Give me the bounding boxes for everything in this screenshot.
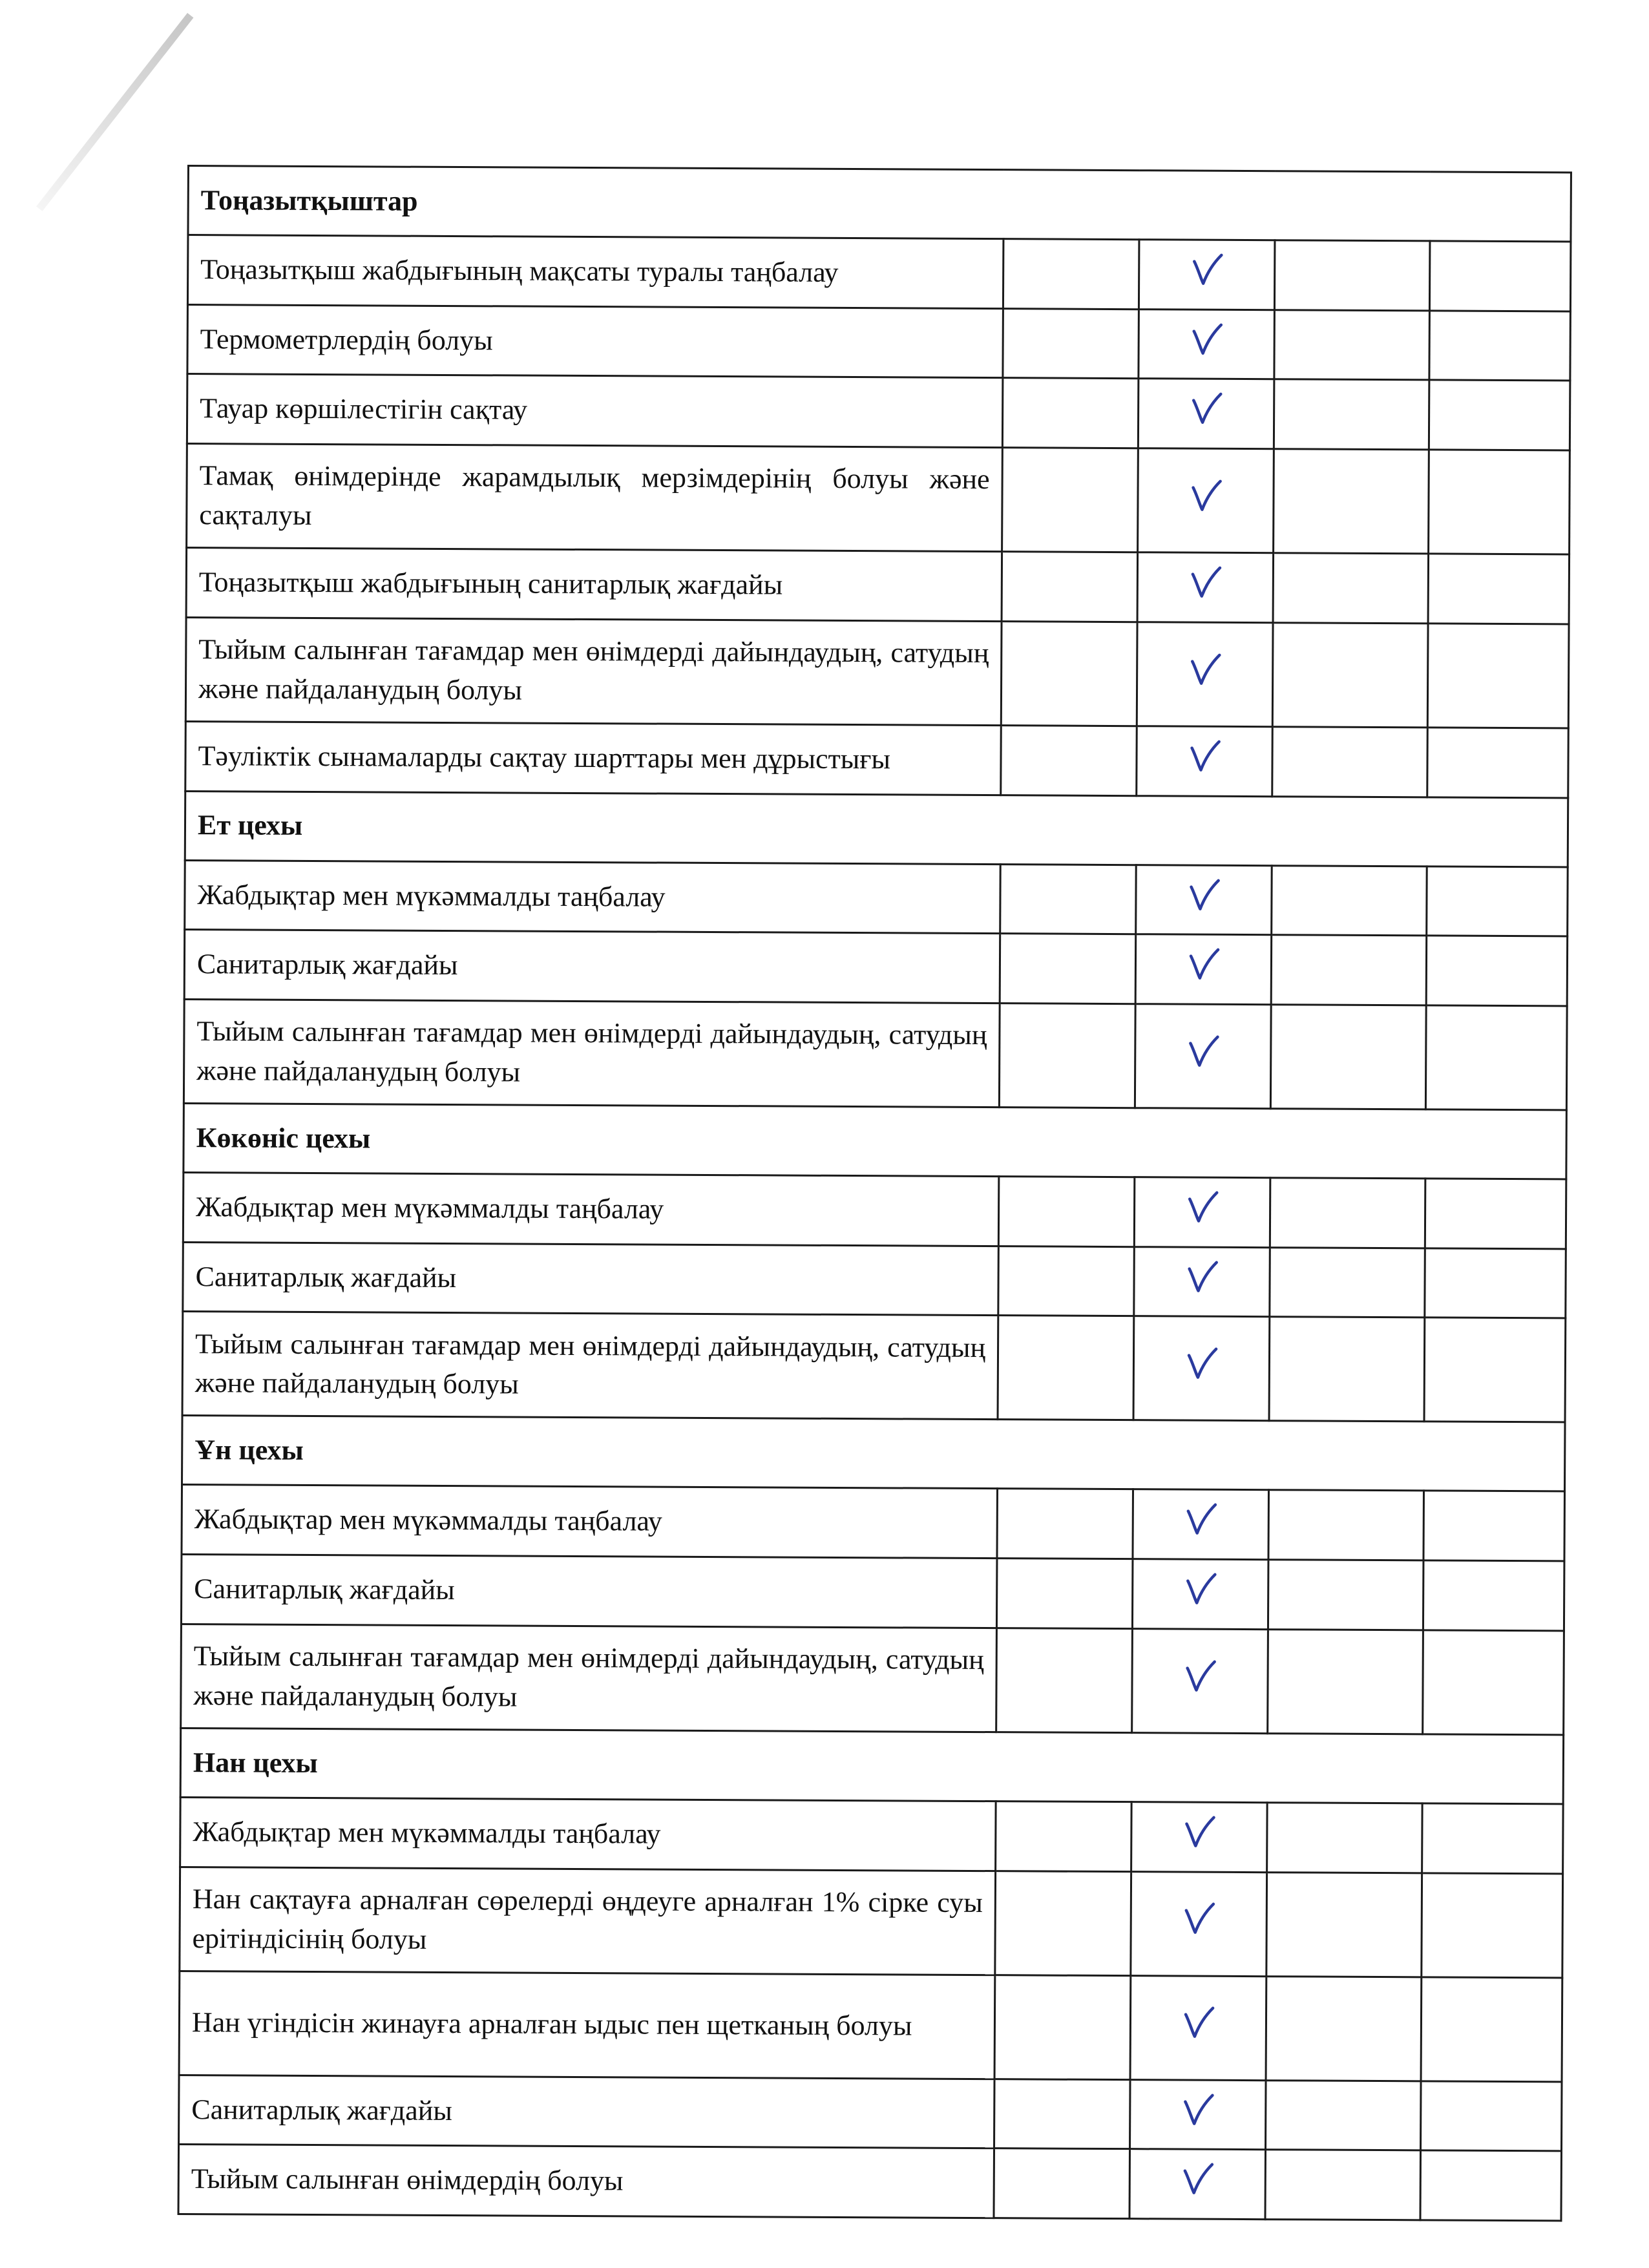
empty-mark-cell (1429, 450, 1570, 554)
empty-mark-cell (1265, 2150, 1421, 2220)
checklist-item-text: Нан сақтауға арналған сөрелерді өңдеуге арналған 1% сірке суы ерітіндісінің болуы (180, 1867, 996, 1975)
handwritten-checkmark-icon (1184, 945, 1223, 983)
empty-mark-cell (998, 1246, 1135, 1316)
empty-mark-cell (1270, 1178, 1425, 1248)
empty-mark-cell (1266, 2080, 1422, 2150)
checklist-row (184, 930, 1568, 1006)
checklist-item-text: Санитарлық жағдайы (181, 1555, 997, 1628)
checkmark-cell (1130, 2079, 1266, 2150)
handwritten-checkmark-icon (1187, 389, 1226, 428)
handwritten-checkmark-icon (1186, 563, 1224, 602)
empty-mark-cell (1274, 240, 1430, 311)
empty-mark-cell (1272, 623, 1428, 728)
empty-mark-cell (1266, 1872, 1422, 1977)
checkmark-cell (1131, 1871, 1267, 1976)
checkmark-cell (1135, 1004, 1271, 1109)
handwritten-checkmark-icon (1186, 649, 1224, 688)
empty-mark-cell (1429, 380, 1570, 450)
checkmark-cell (1133, 1316, 1270, 1421)
checklist-item-text: Санитарлық жағдайы (184, 930, 1000, 1003)
checkmark-cell (1135, 934, 1272, 1005)
empty-mark-cell (1422, 1873, 1563, 1977)
empty-mark-cell (996, 1559, 1133, 1629)
empty-mark-cell (996, 1628, 1133, 1733)
checklist-row (181, 1624, 1564, 1734)
empty-mark-cell (1270, 1247, 1425, 1318)
section-title: Ұн цехы (182, 1416, 1565, 1491)
checkmark-cell (1133, 1489, 1269, 1560)
empty-mark-cell (1002, 552, 1138, 622)
section-header-row (184, 1104, 1566, 1179)
empty-mark-cell (1421, 2081, 1562, 2151)
checklist-item-text: Тоңазытқыш жабдығының мақсаты туралы таңбалау (187, 235, 1003, 309)
section-title: Көкөніс цехы (184, 1104, 1566, 1179)
section-header-row (188, 166, 1571, 242)
checklist-item-text: Жабдықтар мен мүкәммалды таңбалау (182, 1485, 998, 1559)
handwritten-checkmark-icon (1188, 250, 1226, 289)
empty-mark-cell (1274, 379, 1429, 450)
empty-mark-cell (1268, 1490, 1424, 1560)
empty-mark-cell (1271, 935, 1427, 1005)
checklist-row (185, 617, 1569, 728)
empty-mark-cell (1427, 728, 1569, 798)
checklist-row (178, 2145, 1562, 2221)
empty-mark-cell (1270, 1005, 1426, 1109)
checklist-row (182, 1312, 1566, 1422)
checklist-row (187, 235, 1571, 311)
empty-mark-cell (1425, 1005, 1567, 1110)
checklist-item-text: Санитарлық жағдайы (183, 1242, 999, 1316)
empty-mark-cell (1424, 1318, 1566, 1422)
handwritten-checkmark-icon (1181, 1570, 1220, 1608)
inspection-checklist-table (177, 165, 1571, 2221)
section-title: Тоңазытқыштар (188, 166, 1571, 242)
checklist-item-text: Тауар көршілестігін сақтау (187, 374, 1003, 448)
checkmark-cell (1136, 865, 1272, 935)
empty-mark-cell (1428, 554, 1570, 624)
empty-mark-cell (1272, 727, 1428, 797)
empty-mark-cell (1421, 1977, 1562, 2081)
handwritten-checkmark-icon (1184, 1031, 1223, 1070)
empty-mark-cell (1274, 449, 1429, 554)
checklist-item-text: Тыйым салынған тағамдар мен өнімдерді дайындаудың, сатудың және пайдаланудың болуы (181, 1624, 997, 1732)
checklist-row (183, 1242, 1566, 1318)
empty-mark-cell (1423, 1560, 1564, 1631)
checklist-item-text: Жабдықтар мен мүкәммалды таңбалау (180, 1797, 996, 1871)
checklist-row (181, 1555, 1564, 1631)
empty-mark-cell (1268, 1560, 1423, 1630)
handwritten-checkmark-icon (1186, 476, 1225, 514)
checklist-item-text: Тыйым салынған тағамдар мен өнімдерді дайындаудың, сатудың және пайдаланудың болуы (182, 1312, 998, 1420)
empty-mark-cell (1422, 1803, 1564, 1874)
empty-mark-cell (1002, 448, 1139, 552)
checklist-item-text: Санитарлық жағдайы (179, 2075, 995, 2148)
handwritten-checkmark-icon (1185, 736, 1224, 775)
empty-mark-cell (1423, 1491, 1565, 1561)
checklist-row (184, 1000, 1567, 1110)
empty-mark-cell (998, 1177, 1135, 1247)
checkmark-cell (1134, 1246, 1270, 1317)
checkmark-cell (1131, 1802, 1268, 1873)
checklist-item-text: Жабдықтар мен мүкәммалды таңбалау (183, 1173, 999, 1246)
checklist-row (186, 548, 1570, 624)
empty-mark-cell (1420, 2150, 1562, 2221)
checkmark-cell (1137, 552, 1274, 623)
empty-mark-cell (1273, 553, 1429, 624)
section-header-row (185, 791, 1568, 866)
empty-mark-cell (997, 1489, 1133, 1559)
empty-mark-cell (1267, 1803, 1423, 1873)
empty-mark-cell (994, 2079, 1131, 2149)
checklist-item-text: Тамақ өнімдерінде жарамдылық мерзімдерінің болуы және сақталуы (187, 444, 1003, 552)
checklist-page (177, 165, 1570, 2221)
checklist-item-text: Тәуліктік сынамаларды сақтау шарттары мен дұрыстығы (185, 721, 1002, 795)
checkmark-cell (1139, 309, 1275, 379)
handwritten-checkmark-icon (1187, 319, 1226, 358)
checkmark-cell (1129, 2149, 1266, 2220)
checklist-item-text: Тыйым салынған тағамдар мен өнімдерді дайындаудың, сатудың және пайдаланудың болуы (184, 1000, 1000, 1108)
handwritten-checkmark-icon (1181, 1656, 1219, 1695)
section-title: Нан цехы (180, 1728, 1563, 1803)
checkmark-cell (1130, 1975, 1266, 2080)
empty-mark-cell (1425, 1248, 1566, 1319)
empty-mark-cell (1003, 308, 1139, 379)
empty-mark-cell (1001, 622, 1137, 726)
empty-mark-cell (1003, 239, 1139, 310)
empty-mark-cell (1425, 1179, 1566, 1249)
checklist-row (187, 304, 1571, 381)
empty-mark-cell (1000, 864, 1137, 934)
checklist-row (180, 1797, 1564, 1873)
checklist-row (185, 860, 1568, 936)
checklist-item-text: Термометрлердің болуы (187, 304, 1003, 378)
scan-edge-shadow (36, 13, 193, 211)
empty-mark-cell (994, 2148, 1130, 2219)
checkmark-cell (1137, 622, 1273, 727)
section-header-row (180, 1728, 1563, 1803)
empty-mark-cell (1427, 866, 1568, 936)
empty-mark-cell (1429, 241, 1571, 311)
handwritten-checkmark-icon (1179, 2003, 1217, 2042)
handwritten-checkmark-icon (1181, 1500, 1220, 1538)
empty-mark-cell (1000, 934, 1136, 1004)
empty-mark-cell (1427, 624, 1569, 728)
empty-mark-cell (999, 1003, 1135, 1108)
empty-mark-cell (994, 1975, 1131, 2079)
checkmark-cell (1139, 240, 1275, 310)
empty-mark-cell (1001, 726, 1137, 796)
empty-mark-cell (1426, 936, 1568, 1006)
empty-mark-cell (1274, 310, 1430, 380)
checklist-row (183, 1173, 1566, 1249)
checklist-body (178, 166, 1571, 2221)
checkmark-cell (1137, 726, 1273, 797)
checklist-row (179, 1971, 1562, 2081)
handwritten-checkmark-icon (1178, 2159, 1217, 2198)
handwritten-checkmark-icon (1180, 1812, 1219, 1851)
checklist-item-text: Тыйым салынған өнімдердің болуы (178, 2145, 994, 2218)
empty-mark-cell (998, 1316, 1134, 1420)
empty-mark-cell (1268, 1630, 1423, 1734)
empty-mark-cell (995, 1871, 1131, 1975)
empty-mark-cell (1272, 865, 1427, 936)
checklist-row (179, 2075, 1562, 2151)
checklist-row (187, 444, 1570, 554)
section-title: Ет цехы (185, 791, 1568, 866)
empty-mark-cell (1002, 378, 1139, 448)
handwritten-checkmark-icon (1182, 1344, 1221, 1383)
checklist-item-text: Тоңазытқыш жабдығының санитарлық жағдайы (186, 548, 1002, 622)
checklist-item-text: Жабдықтар мен мүкәммалды таңбалау (185, 860, 1001, 934)
checkmark-cell (1134, 1177, 1270, 1248)
checkmark-cell (1138, 448, 1274, 553)
checkmark-cell (1132, 1559, 1268, 1630)
empty-mark-cell (1429, 311, 1571, 381)
handwritten-checkmark-icon (1182, 1257, 1221, 1296)
empty-mark-cell (1269, 1317, 1425, 1422)
checkmark-cell (1132, 1629, 1268, 1734)
empty-mark-cell (1423, 1630, 1564, 1735)
checklist-item-text: Тыйым салынған тағамдар мен өнімдерді дайындаудың, сатудың және пайдаланудың болуы (185, 617, 1002, 725)
checklist-item-text: Нан үгіндісін жинауға арналған ыдыс пен щетканың болуы (179, 1971, 995, 2079)
handwritten-checkmark-icon (1179, 1899, 1218, 1938)
empty-mark-cell (1266, 1976, 1422, 2081)
checklist-row (182, 1485, 1565, 1561)
handwritten-checkmark-icon (1182, 1188, 1221, 1226)
checklist-row (180, 1867, 1563, 1977)
checkmark-cell (1138, 379, 1274, 449)
checklist-row (187, 374, 1570, 450)
checklist-row (185, 721, 1569, 797)
empty-mark-cell (996, 1801, 1132, 1872)
handwritten-checkmark-icon (1184, 875, 1223, 914)
section-header-row (182, 1416, 1565, 1491)
handwritten-checkmark-icon (1179, 2090, 1217, 2128)
